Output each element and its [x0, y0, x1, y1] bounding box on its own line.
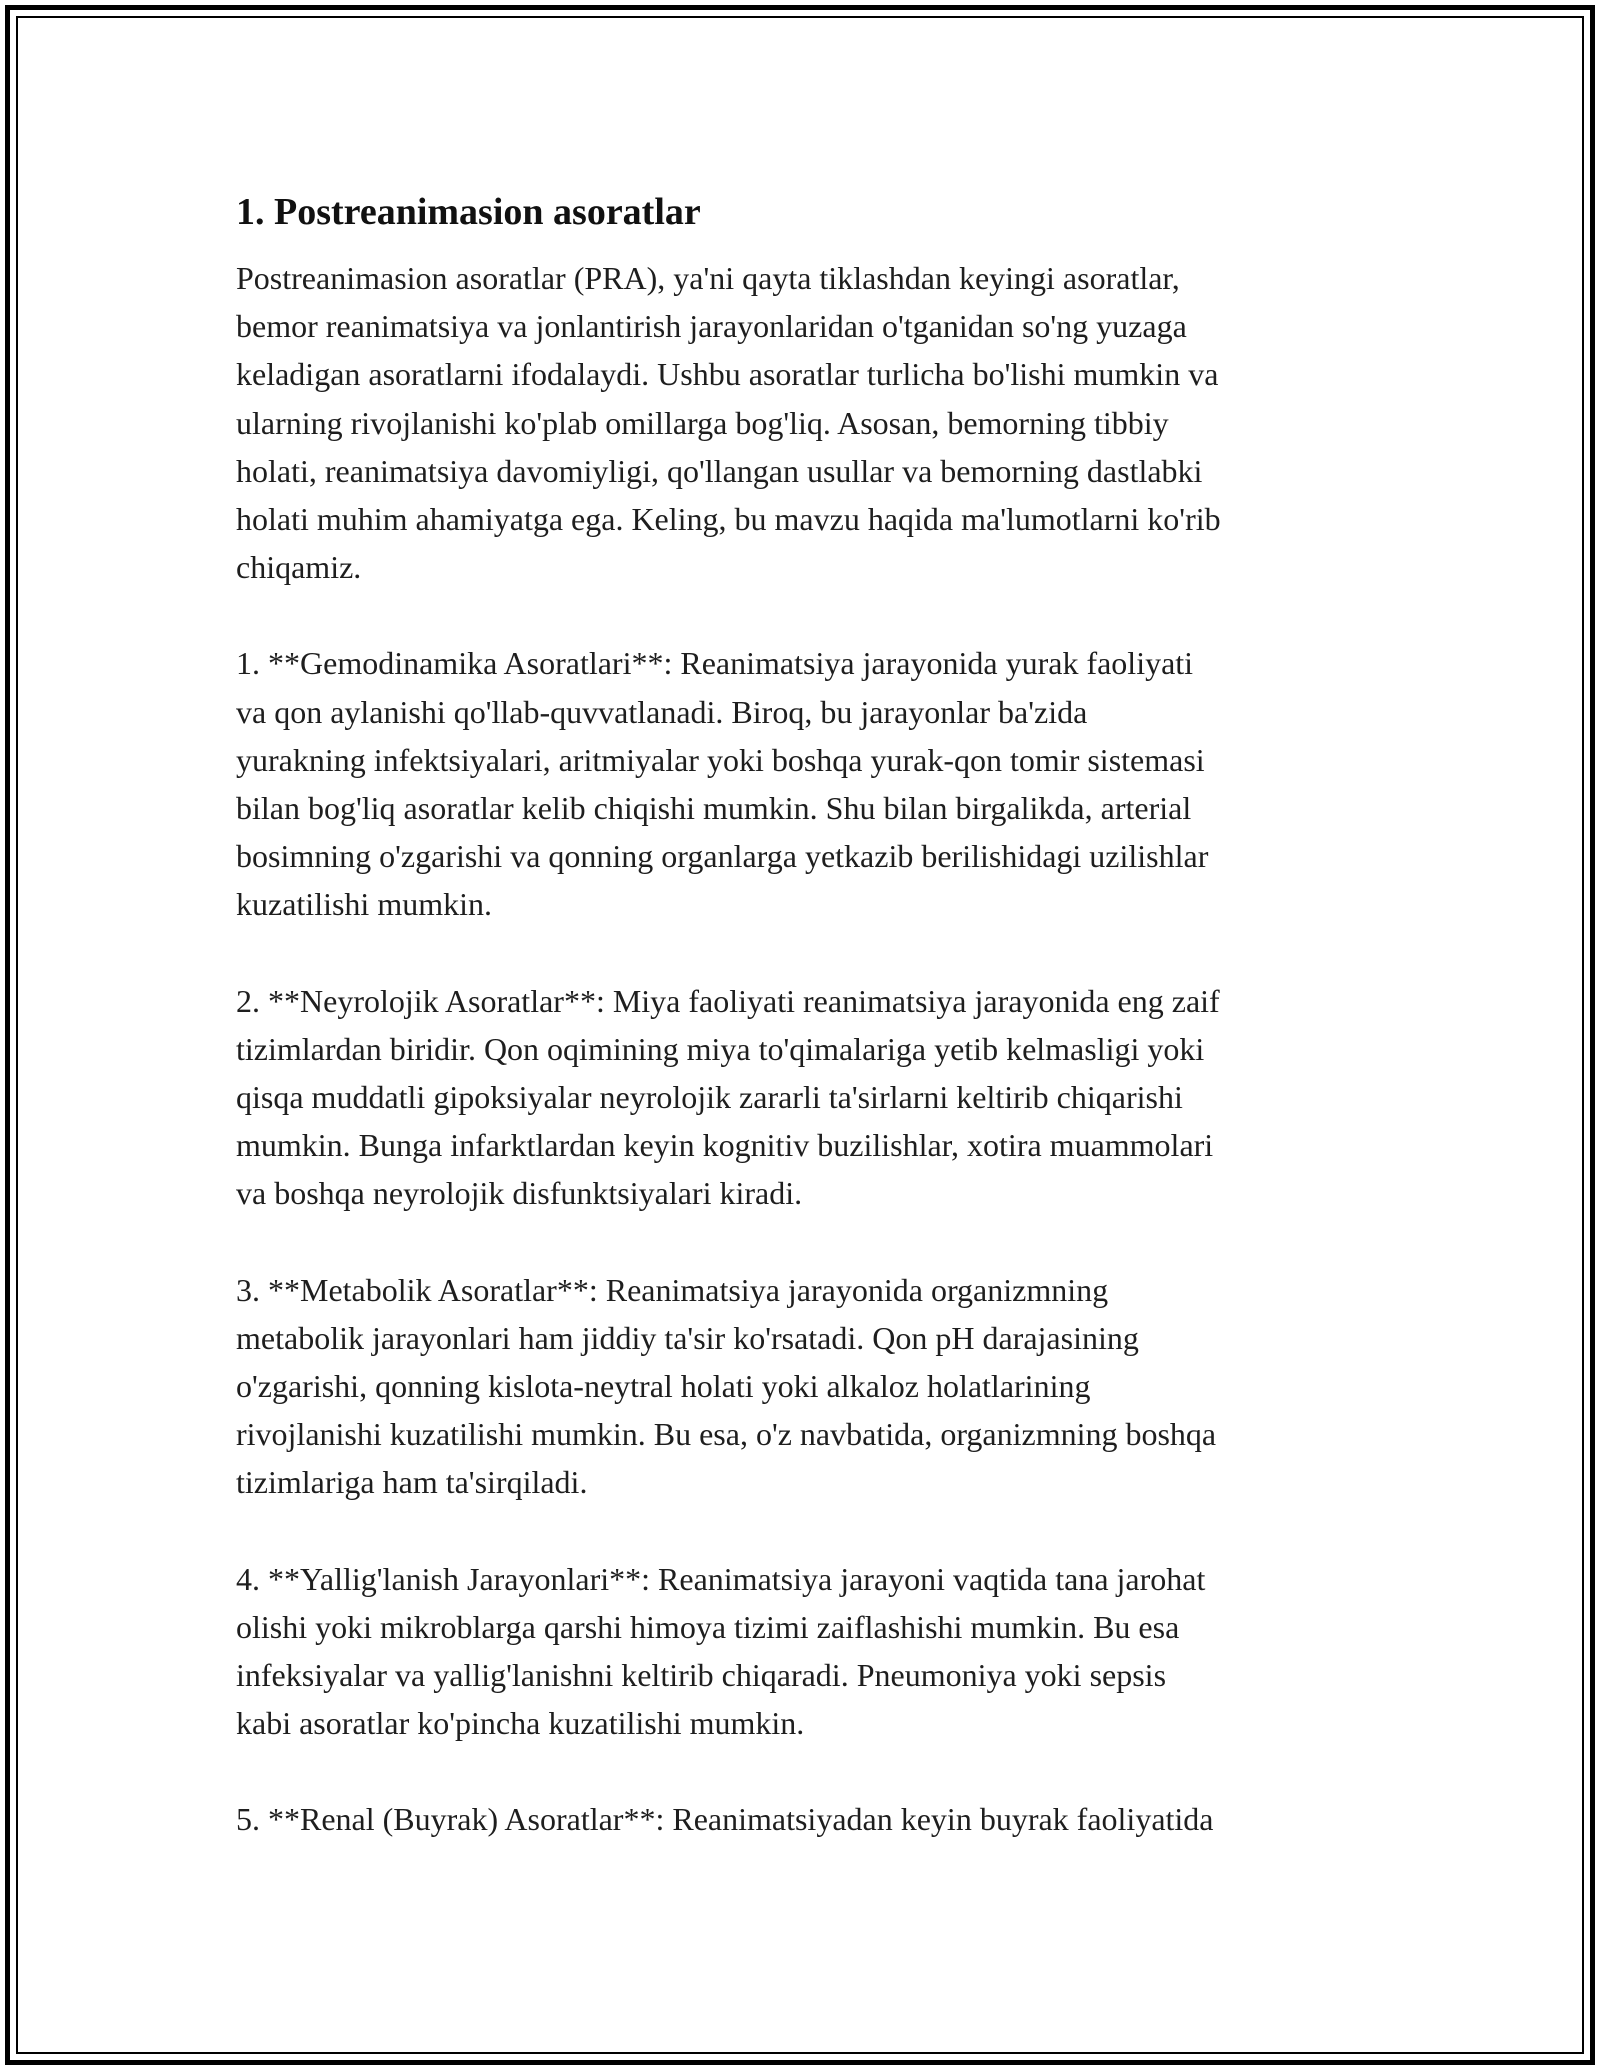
text-line: metabolik jarayonlari ham jiddiy ta'sir ko'rsatadi. Qon pH darajasining [236, 1319, 1139, 1356]
text-line: infeksiyalar va yallig'lanishni keltirib chiqaradi. Pneumoniya yoki sepsis [236, 1657, 1167, 1694]
text-line: va qon aylanishi qo'llab-quvvatlanadi. Biroq, bu jarayonlar ba'zida [236, 693, 1088, 730]
text-line: 5. **Renal (Buyrak) Asoratlar**: Reanimatsiyadan keyin buyrak faoliyatida [236, 1801, 1214, 1838]
paragraph-neurological [236, 977, 1396, 1218]
text-line: holati, reanimatsiya davomiyligi, qo'llangan usullar va bemorning dastlabki [236, 452, 1203, 489]
text-line: olishi yoki mikroblarga qarshi himoya tizimi zaiflashishi mumkin. Bu esa [236, 1608, 1180, 1645]
text-line: qisqa muddatli gipoksiyalar neyrolojik zararli ta'sirlarni keltirib chiqarishi [236, 1079, 1183, 1116]
section-heading: 1. Postreanimasion asoratlar [236, 191, 701, 233]
text-line: kuzatilishi mumkin. [236, 886, 492, 923]
paragraph-metabolic [236, 1266, 1396, 1507]
document-body [236, 188, 1396, 1892]
text-line: ularning rivojlanishi ko'plab omillarga bog'liq. Asosan, bemorning tibbiy [236, 404, 1169, 441]
paragraph-hemodynamic [236, 639, 1396, 928]
text-line: 3. **Metabolik Asoratlar**: Reanimatsiya jarayonida organizmning [236, 1271, 1109, 1308]
text-line: va boshqa neyrolojik disfunktsiyalari kiradi. [236, 1175, 803, 1212]
text-line: bemor reanimatsiya va jonlantirish jarayonlaridan o'tganidan so'ng yuzaga [236, 308, 1187, 345]
paragraph-intro [236, 254, 1396, 591]
text-line: 2. **Neyrolojik Asoratlar**: Miya faoliyati reanimatsiya jarayonida eng zaif [236, 982, 1220, 1019]
text-line: Postreanimasion asoratlar (PRA), ya'ni qayta tiklashdan keyingi asoratlar, [236, 260, 1180, 296]
text-line: yurakning infektsiyalari, aritmiyalar yoki boshqa yurak-qon tomir sistemasi [236, 741, 1205, 778]
paragraph-inflammatory [236, 1555, 1396, 1748]
text-line: rivojlanishi kuzatilishi mumkin. Bu esa, o'z navbatida, organizmning boshqa [236, 1416, 1217, 1453]
text-line: o'zgarishi, qonning kislota-neytral holati yoki alkaloz holatlarining [236, 1368, 1091, 1405]
text-line: 4. **Yallig'lanish Jarayonlari**: Reanimatsiya jarayoni vaqtida tana jarohat [236, 1560, 1206, 1597]
text-line: 1. **Gemodinamika Asoratlari**: Reanimatsiya jarayonida yurak faoliyati [236, 645, 1194, 682]
text-line: chiqamiz. [236, 549, 362, 586]
text-line: bosimning o'zgarishi va qonning organlarga yetkazib berilishidagi uzilishlar [236, 838, 1209, 875]
text-line: mumkin. Bunga infarktlardan keyin kognitiv buzilishlar, xotira muammolari [236, 1127, 1214, 1164]
text-line: bilan bog'liq asoratlar kelib chiqishi mumkin. Shu bilan birgalikda, arterial [236, 790, 1192, 827]
text-line: tizimlardan biridir. Qon oqimining miya to'qimalariga yetib kelmasligi yoki [236, 1030, 1205, 1067]
text-line: keladigan asoratlarni ifodalaydi. Ushbu asoratlar turlicha bo'lishi mumkin va [236, 356, 1219, 393]
text-line: kabi asoratlar ko'pincha kuzatilishi mumkin. [236, 1705, 805, 1742]
text-line: tizimlariga ham ta'sirqiladi. [236, 1464, 588, 1501]
paragraph-renal [236, 1795, 1396, 1843]
text-line: holati muhim ahamiyatga ega. Keling, bu mavzu haqida ma'lumotlarni ko'rib [236, 501, 1221, 538]
